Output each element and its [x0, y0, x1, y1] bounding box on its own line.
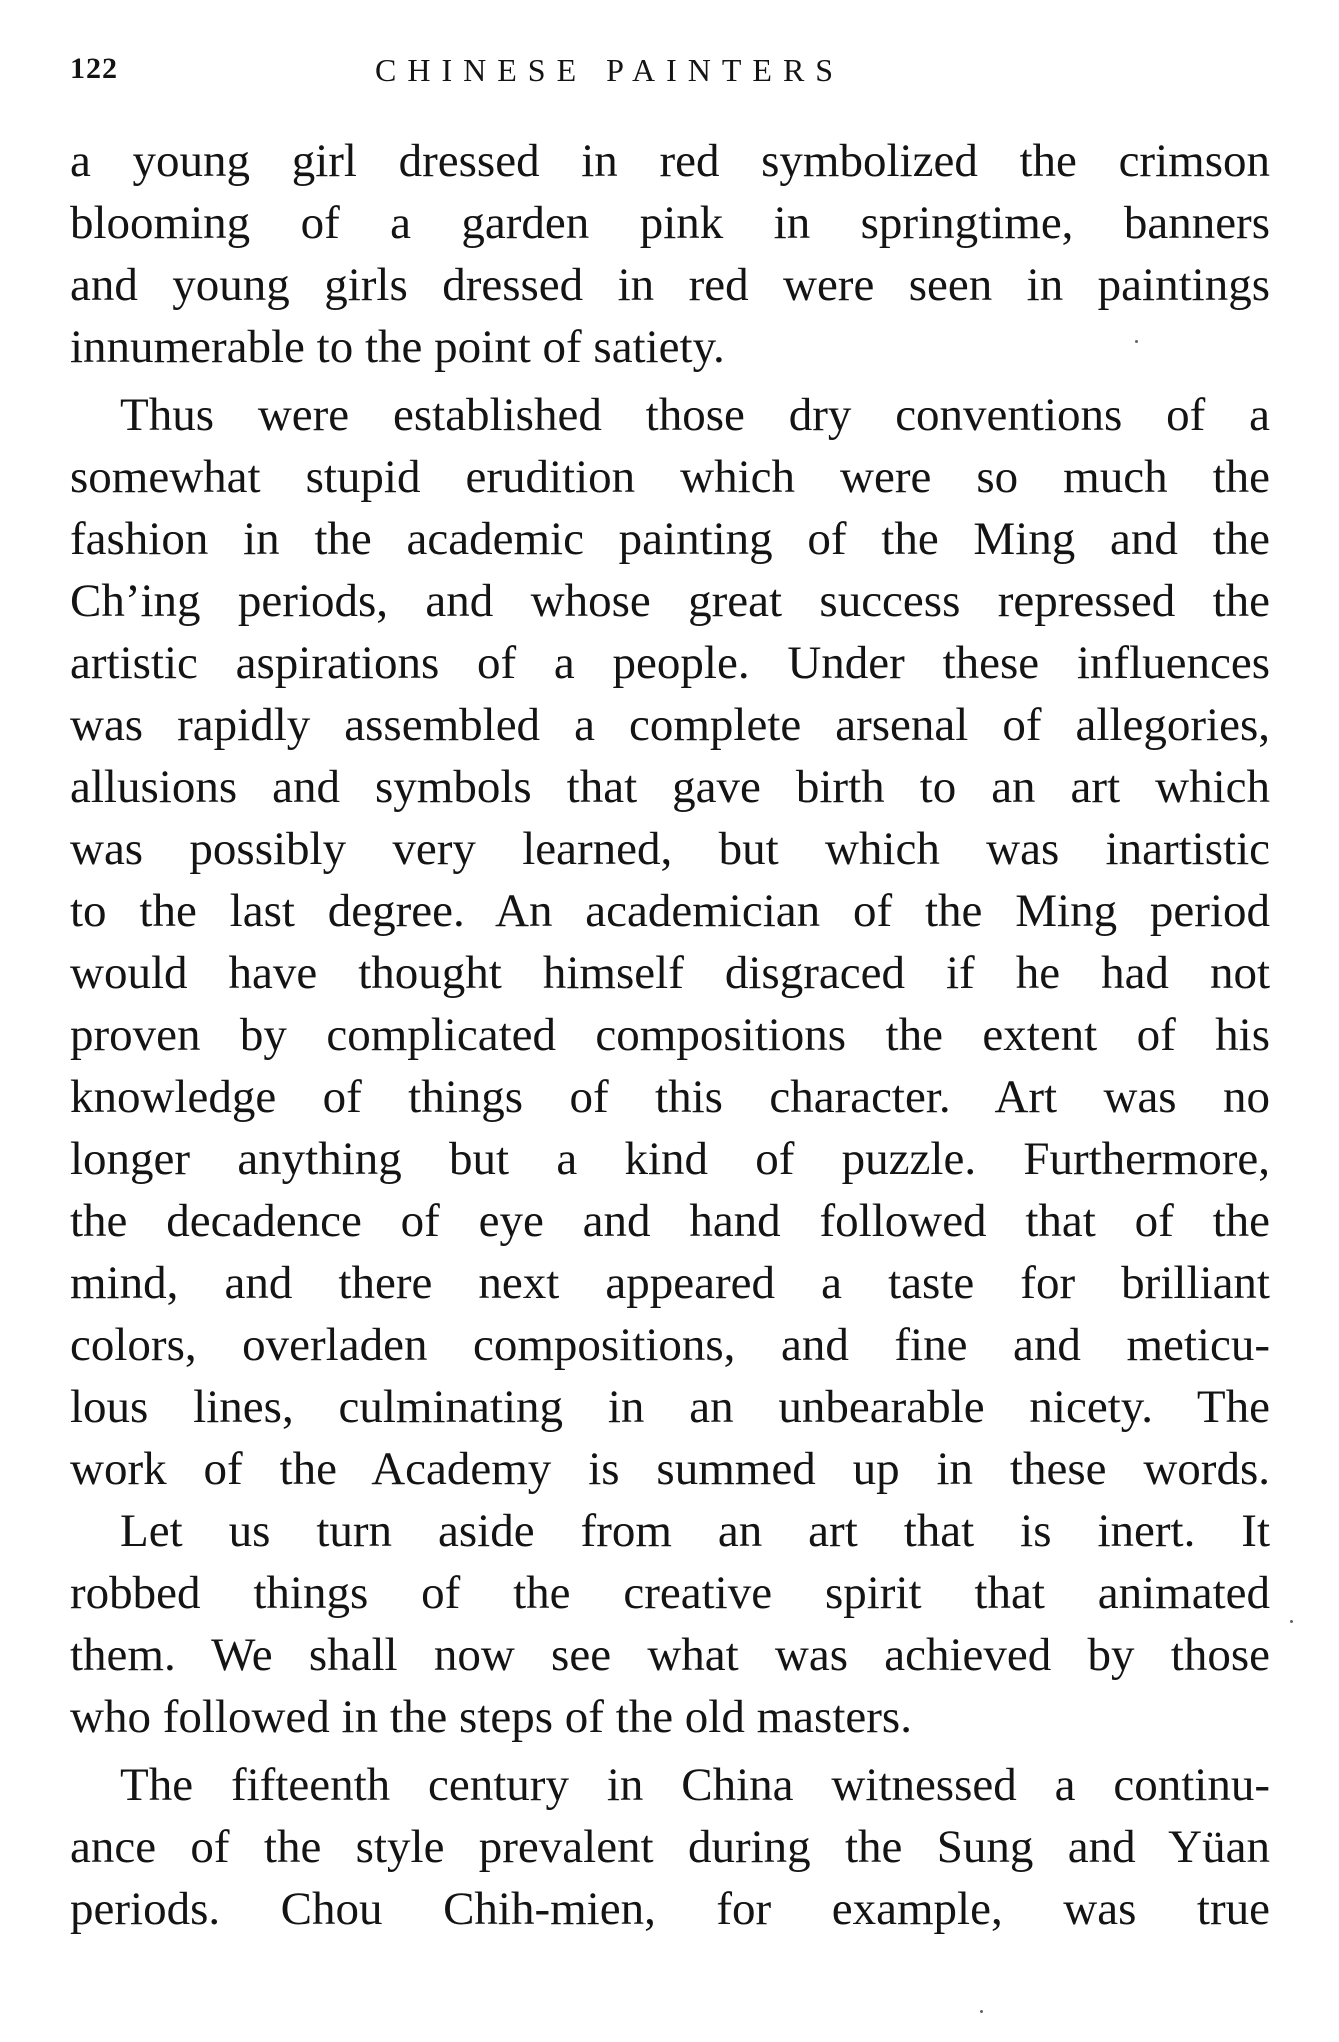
- text-line: was possibly very learned, but which was inartistic: [70, 823, 1270, 875]
- paragraph-2: [70, 384, 1270, 1748]
- text-line: work of the Academy is summed up in these words.: [70, 1443, 1270, 1495]
- text-line: periods. Chou Chih-mien, for example, was true: [70, 1883, 1270, 1935]
- text-line: somewhat stupid erudition which were so much the: [70, 451, 1270, 503]
- text-line: the decadence of eye and hand followed that of the: [70, 1195, 1270, 1247]
- text-line: knowledge of things of this character. Art was no: [70, 1071, 1270, 1123]
- text-line: would have thought himself disgraced if he had not: [70, 947, 1270, 999]
- paragraph-1: [70, 130, 1270, 378]
- text-line: colors, overladen compositions, and fine and meticu-: [70, 1319, 1270, 1371]
- text-line: lous lines, culminating in an unbearable nicety. The: [70, 1381, 1270, 1433]
- text-line: mind, and there next appeared a taste for brilliant: [70, 1257, 1270, 1309]
- text-line: them. We shall now see what was achieved by those: [70, 1629, 1270, 1681]
- text-line: who followed in the steps of the old masters.: [70, 1691, 912, 1743]
- print-speck: [1135, 340, 1138, 343]
- print-speck: [980, 2010, 983, 2013]
- book-title: CHINESE PAINTERS: [375, 52, 845, 88]
- text-line: robbed things of the creative spirit that animated: [70, 1567, 1270, 1619]
- text-line: a young girl dressed in red symbolized the crimson: [70, 135, 1270, 187]
- text-line: Thus were established those dry conventions of a: [120, 389, 1270, 441]
- text-line: Let us turn aside from an art that is inert. It: [120, 1505, 1270, 1557]
- page-number: 122: [70, 52, 118, 85]
- paragraph-3: [70, 1754, 1270, 1940]
- text-line: to the last degree. An academician of the Ming period: [70, 885, 1270, 937]
- text-line: The fifteenth century in China witnessed a continu-: [120, 1759, 1270, 1811]
- print-speck: [1290, 1620, 1293, 1623]
- text-line: was rapidly assembled a complete arsenal of allegories,: [70, 699, 1270, 751]
- text-line: fashion in the academic painting of the Ming and the: [70, 513, 1270, 565]
- text-line: artistic aspirations of a people. Under these influences: [70, 637, 1270, 689]
- text-line: allusions and symbols that gave birth to an art which: [70, 761, 1270, 813]
- text-line: Ch’ing periods, and whose great success repressed the: [70, 575, 1270, 627]
- text-line: ance of the style prevalent during the Sung and Yüan: [70, 1821, 1270, 1873]
- text-line: proven by complicated compositions the extent of his: [70, 1009, 1270, 1061]
- text-line: longer anything but a kind of puzzle. Furthermore,: [70, 1133, 1270, 1185]
- text-line: blooming of a garden pink in springtime, banners: [70, 197, 1270, 249]
- running-head: [70, 52, 1270, 102]
- body-text: [70, 130, 1270, 1940]
- text-line: and young girls dressed in red were seen in paintings: [70, 259, 1270, 311]
- text-line: innumerable to the point of satiety.: [70, 321, 725, 373]
